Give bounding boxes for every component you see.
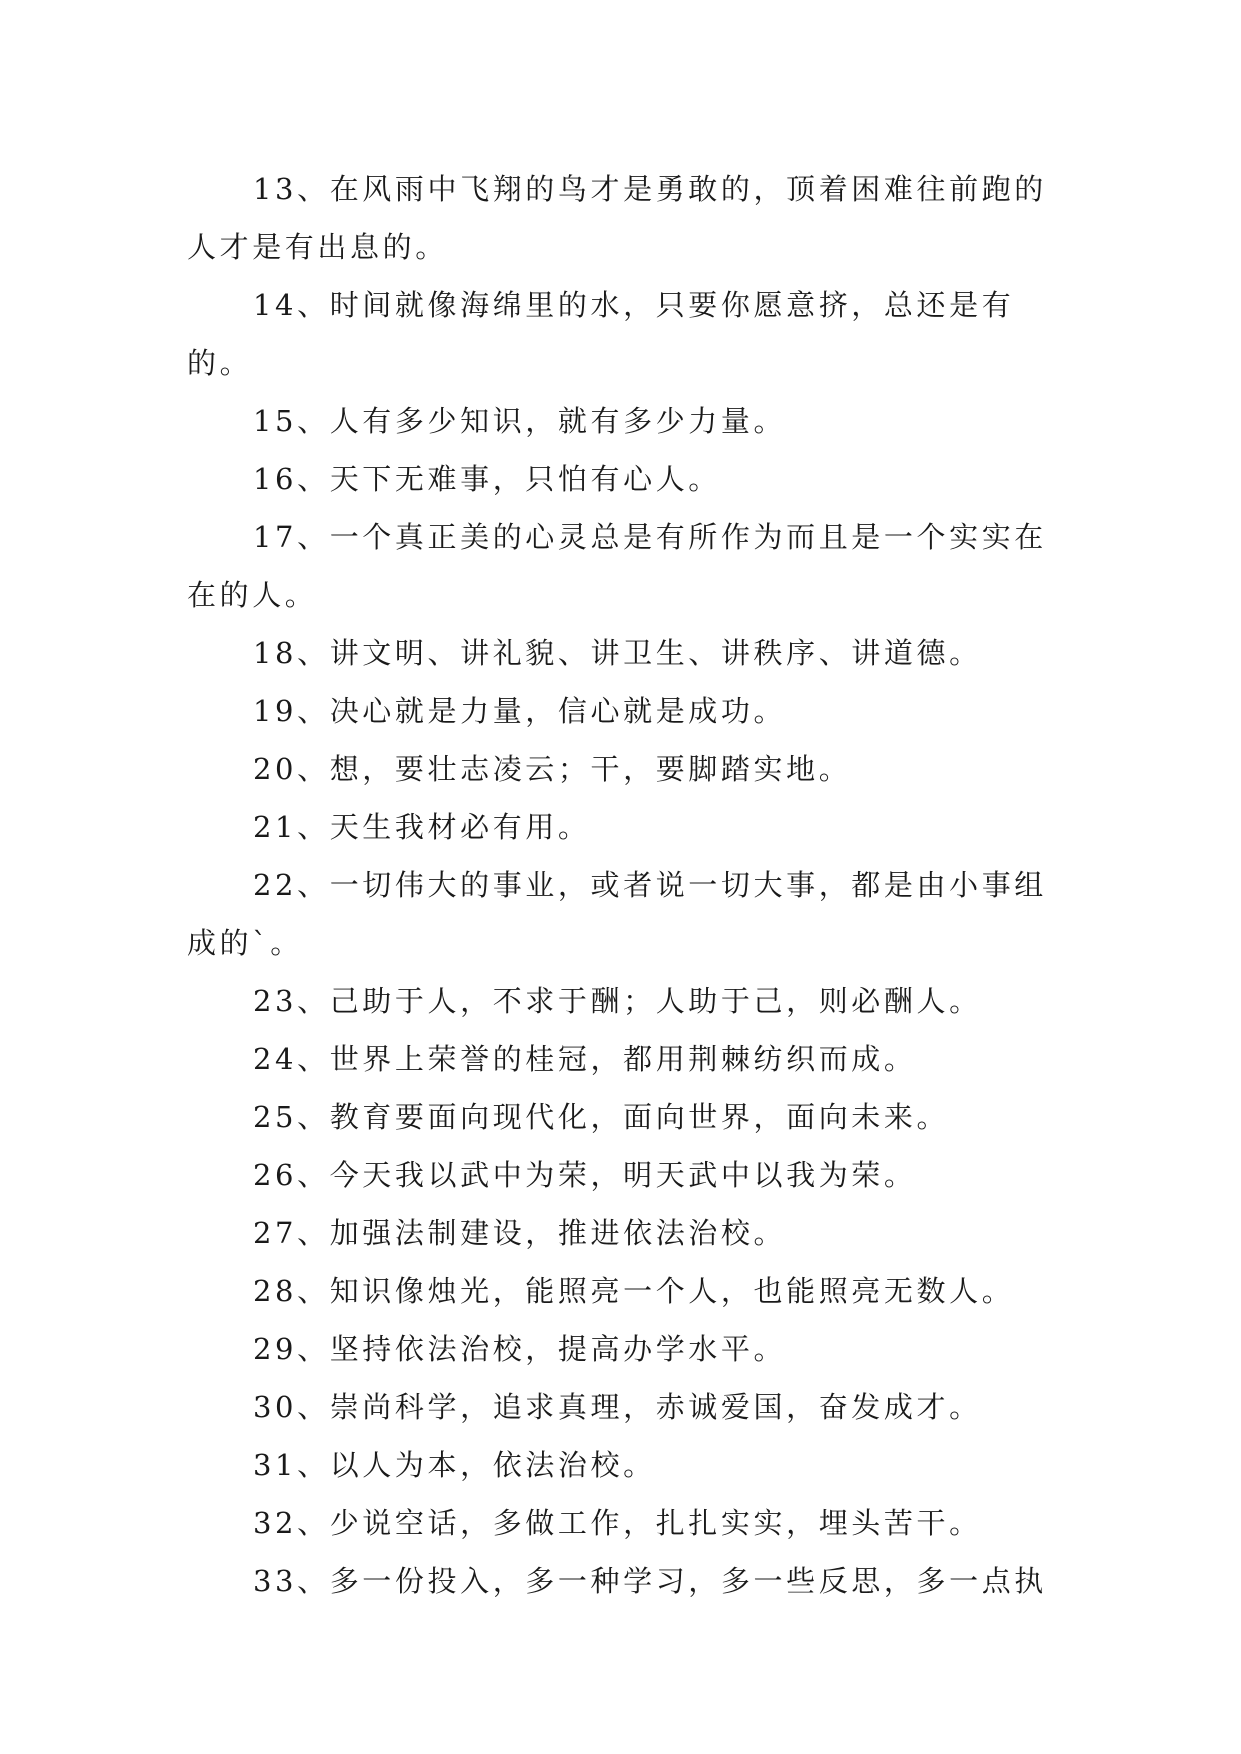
quote-item-29: 29、坚持依法治校，提高办学水平。	[253, 1332, 787, 1366]
quote-list	[187, 160, 1047, 1610]
quote-item-21: 21、天生我材必有用。	[253, 810, 591, 844]
quote-item-30: 30、崇尚科学，追求真理，赤诚爱国，奋发成才。	[253, 1390, 982, 1424]
quote-item-16: 16、天下无难事，只怕有心人。	[253, 462, 721, 496]
quote-item-13: 13、在风雨中飞翔的鸟才是勇敢的，顶着困难往前跑的人才是有出息的。	[187, 172, 1047, 264]
quote-item-22: 22、一切伟大的事业，或者说一切大事，都是由小事组成的`。	[187, 868, 1047, 960]
quote-item-27: 27、加强法制建设，推进依法治校。	[253, 1216, 787, 1250]
quote-item-20: 20、想，要壮志凌云；干，要脚踏实地。	[253, 752, 852, 786]
quote-item-23: 23、己助于人，不求于酬；人助于己，则必酬人。	[253, 984, 982, 1018]
quote-item-25: 25、教育要面向现代化，面向世界，面向未来。	[253, 1100, 950, 1134]
quote-item-26: 26、今天我以武中为荣，明天武中以我为荣。	[253, 1158, 917, 1192]
quote-item-19: 19、决心就是力量，信心就是成功。	[253, 694, 787, 728]
quote-item-31: 31、以人为本，依法治校。	[253, 1448, 656, 1482]
quote-item-24: 24、世界上荣誉的桂冠，都用荆棘纺织而成。	[253, 1042, 917, 1076]
quote-item-33: 33、多一份投入，多一种学习，多一些反思，多一点执	[253, 1564, 1047, 1598]
quote-item-32: 32、少说空话，多做工作，扎扎实实，埋头苦干。	[253, 1506, 982, 1540]
quote-item-17: 17、一个真正美的心灵总是有所作为而且是一个实实在在的人。	[187, 520, 1047, 612]
quote-item-14: 14、时间就像海绵里的水，只要你愿意挤，总还是有的。	[187, 288, 1015, 380]
quote-item-18: 18、讲文明、讲礼貌、讲卫生、讲秩序、讲道德。	[253, 636, 982, 670]
quote-item-28: 28、知识像烛光，能照亮一个人，也能照亮无数人。	[253, 1274, 1015, 1308]
quote-item-15: 15、人有多少知识，就有多少力量。	[253, 404, 787, 438]
